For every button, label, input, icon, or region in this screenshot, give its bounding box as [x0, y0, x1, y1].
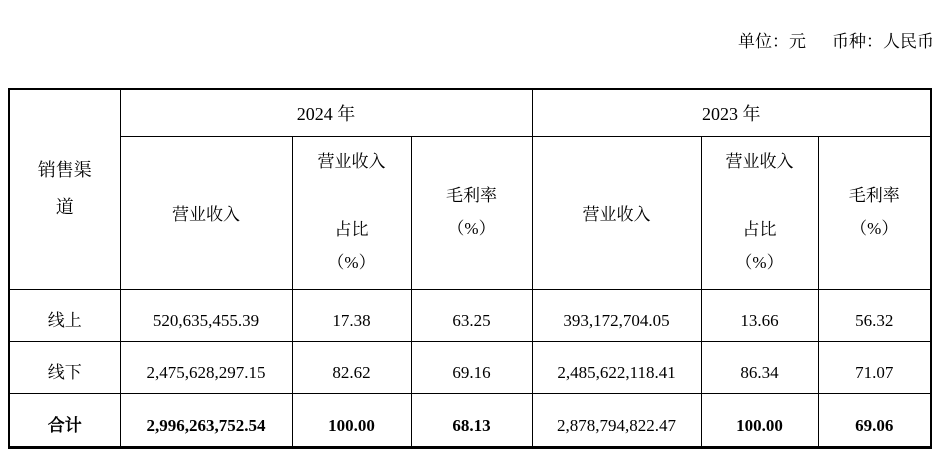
col-header-revenue-2023: 营业收入 [532, 136, 701, 289]
year-2023-header: 2023 年 [532, 89, 931, 136]
share-2023-cell: 100.00 [701, 393, 818, 447]
margin-header-line2: （%） [447, 218, 496, 238]
revenue-2023-cell: 2,485,622,118.41 [532, 341, 701, 393]
currency-label: 币种：人民币 [832, 32, 934, 51]
channel-cell: 合计 [9, 393, 120, 447]
share-2024-cell: 82.62 [292, 341, 411, 393]
year-2024-header: 2024 年 [120, 89, 532, 136]
share-2024-cell: 100.00 [292, 393, 411, 447]
margin-2024-cell: 69.16 [411, 341, 532, 393]
share-header-line3: （%） [327, 252, 376, 272]
header-group-row [9, 89, 931, 136]
share-header-line3: （%） [735, 252, 784, 272]
unit-currency-line [738, 27, 934, 52]
table-row-total [9, 393, 931, 447]
margin-header-line1: 毛利率 [848, 186, 900, 206]
header-column-row [9, 136, 931, 289]
col-header-share-2024 [292, 136, 411, 289]
channel-cell: 线上 [9, 289, 120, 341]
table-row-online [9, 289, 931, 341]
revenue-2024-cell: 2,475,628,297.15 [120, 341, 292, 393]
col-header-share-2023 [701, 136, 818, 289]
margin-2023-cell: 69.06 [818, 393, 931, 447]
margin-2023-cell: 56.32 [818, 289, 931, 341]
table-row-offline [9, 341, 931, 393]
share-2023-cell: 86.34 [701, 341, 818, 393]
margin-header-line1: 毛利率 [446, 186, 497, 206]
col-header-revenue-2024: 营业收入 [120, 136, 292, 289]
sales-channel-table [8, 88, 932, 449]
channel-cell: 线下 [9, 341, 120, 393]
revenue-2024-cell: 520,635,455.39 [120, 289, 292, 341]
unit-label: 单位：元 [738, 32, 806, 51]
channel-header-line1: 销售渠 [37, 159, 92, 180]
share-2024-cell: 17.38 [292, 289, 411, 341]
channel-header-line2: 道 [55, 197, 74, 218]
revenue-2023-cell: 2,878,794,822.47 [532, 393, 701, 447]
share-2023-cell: 13.66 [701, 289, 818, 341]
revenue-2023-cell: 393,172,704.05 [532, 289, 701, 341]
revenue-2024-cell: 2,996,263,752.54 [120, 393, 292, 447]
margin-2024-cell: 68.13 [411, 393, 532, 447]
share-header-line2: 占比 [742, 220, 777, 240]
channel-header-cell [9, 89, 120, 289]
share-header-line2: 占比 [334, 220, 369, 240]
col-header-margin-2023 [818, 136, 931, 289]
share-header-line1: 营业收入 [317, 151, 386, 171]
share-header-line1: 营业收入 [725, 151, 794, 171]
margin-header-line2: （%） [850, 218, 899, 238]
margin-2024-cell: 63.25 [411, 289, 532, 341]
col-header-margin-2024 [411, 136, 532, 289]
margin-2023-cell: 71.07 [818, 341, 931, 393]
